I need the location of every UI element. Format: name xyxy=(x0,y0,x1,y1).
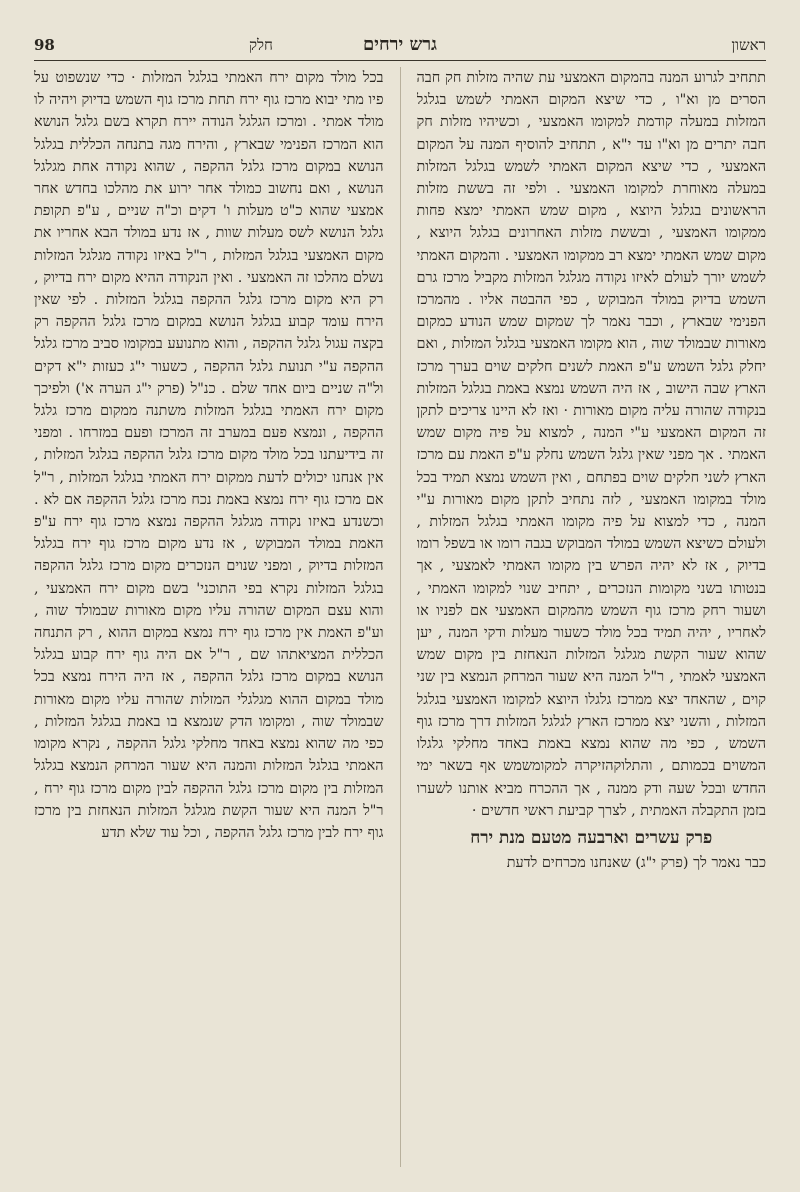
running-header xyxy=(34,34,766,61)
header-part-label: חלק xyxy=(249,36,273,54)
right-column xyxy=(417,67,767,1167)
header-book-title: גרש ירחים xyxy=(363,34,437,55)
page-number: 98 xyxy=(34,36,55,54)
chapter-title: פרק עשרים וארבעה מטעם מנת ירח xyxy=(470,827,713,848)
left-column-paragraph: בכל מולד מקום ירח האמתי בגלגל המזלות · כדי שנשפוט על פיו מתי יבוא מרכז גוף ירח תחת מרכז גוף השמש בדיוק ויהיה לו מולד אמתי . ומרכז הגלגל הנודה יירח תקרא בשם גלגל הנושא הוא המרכז הפנימי שבארץ , והירח מגה בתנחה הכללית בגלגל הנושא במקום מרכז גלגל ההקפה , שהוא נקודה אחת מגלגל הנושא , ואם נחשוב כמולד אחר ירוע את מהלכו בחדש אחר אמצעי שהוא כ"ט מעלות ו' דקים וכ"ה שניים , ע"פ תקופת גלגל הנושא לשס מעלות שוות , אז נדע במולד הבא אחריו את מקום האמצעי בגלגל המזלות , ר"ל באיזו נקודה מגלגל המזלות נשלם מהלכו זה האמצעי . ואין הנקודה ההיא מקום ירח בדיוק , רק היא מקום מרכז גלגל ההקפה בגלגל המזלות . לפי שאין הירח עומד קבוע בגלגל הנושא במקום מרכז גלגל ההקפה רק בקצה עגול גלגל ההקפה , והוא מתנועע במקומו סביב מרכז גלגל ההקפה ע"י תנועת גלגל ההקפה , כשעור י"ג כעזות י"א דקים ול"ה שניים ביום אחד שלם . כנ"ל (פרק י"ג הערה א') ולפיכך מקום ירח האמתי בגלגל המזלות משתנה ממקום מרכז גלגל ההקפה , ונמצא פעם במערב זה המרכז ופעם במזרחו . ומפני זה בידיעתנו בכל מולד מקום מרכז גלגל ההקפה בגלגל המזלות , אין אנחנו יכולים לדעת ממקום ירח האמתי בגלגל המזלות , ר"ל אם מרכז גוף ירח נמצא באמת נכח מרכז גלגל ההקפה אם לא . וכשנדע באיזו נקודה מגלגל ההקפה נמצא מרכז גוף ירח ע"פ האמת במולד המבוקש , אז נדע מקום מרכז גוף ירח בגלגל המזלות בדיוק , ומפני שנוים הנזכרים מקום מרכז גלגל ההקפה בגלגל המזלות נקרא בפי התוכני' בשם מקום ירח האמצעי , והוא עצם המקום שהורה עליו מקום מאורות שבמולד שוה , וע"פ האמת אין מרכז גוף ירח נמצא במקום ההוא , רק התנחה הכללית המציאתהו שם , ר"ל אם היה גוף ירח קבוע בגלגל הנושא במקום מרכז גלגל ההקפה , אז היה הירח נמצא בכל מולד במקום ההוא מגלגלי המזלות שהורה עליו מקום מאורות שבמולד שוה , ומקומו הדק שנמצא בו באמת בגלגל המזלות , כפי מה שהוא נמצא באחד מחלקי גלגל ההקפה , נקרא מקומו האמתי בגלגל המזלות והמנה היא שעור המרחק הנמצא בגלגל המזלות בין מקום מרכז גלגל ההקפה לבין מקום מרכז גוף ירח , ר"ל המנה היא שעור הקשת מגלגל המזלות הנאחזת בין מרכז גוף ירח לבין מרכז גלגל ההקפה , וכל עוד שלא תדע xyxy=(34,70,384,841)
right-column-closing-line: כבר נאמר לך (פרק י"ג) שאנחנו מכרחים לדעת xyxy=(506,854,766,871)
header-section-label: ראשון xyxy=(731,36,766,54)
text-columns xyxy=(34,67,766,1167)
left-column xyxy=(34,67,384,1167)
right-column-paragraph: תתחיב לגרוע המנה בהמקום האמצעי עת שהיה מזלות חק חבה הסרים מן וא"ו , כדי שיצא המקום האמתי לשמש בגלגל המזלות במעלה קודמת למקומו האמצעי , וכשיהיו מזלות חק חבה יתרים מן וא"ו עד י"א , תתחיב להוסיף המנה על המקום האמצעי , כדי שיצא המקום האמתי לשמש בגלגל המזלות במעלה מאוחרת למקומו האמצעי . ולפי זה בששת מזלות הראשונים בגלגל היוצא , מקום שמש האמתי ימצא פחות ממקומו האמצעי , ובששת מזלות האחרונים בגלגל היוצא , מקום שמש האמתי ימצא רב ממקומו האמצעי . והמקום האמתי לשמש יורך לעולם לאיזו נקודה מגלגל המזלות מקביל מרכז גרם השמש בדיוק במולד המבוקש , כפי ההבטה אליו . מהמרכז הפנימי שבארץ , וכבר נאמר לך שמקום שמש הנודע כמקום מאורות שבמולד שוה , הוא מקומו האמצעי בגלגל המזלות , ואם יחלק גלגל השמש ע"פ האמת לשנים חלקים שוים בערך מרכז הארץ שבה הישוב , אז היה השמש נמצא באמת בגלגל המזלות בנקודה שהורה עליה מקום מאורות · ואז לא היינו צריכים לתקן זה המקום האמצעי ע"י המנה , למצוא על פיה מקום שמש האמתי . אך מפני שאין גלגל השמש נחלק ע"פ האמת עם מרכז הארץ לשני חלקים שוים בפתחם , ואין השמש נמצא תמיד בכל מולד במקומו האמצעי , לזה נתחיב לתקן מקום מאורות ע"י המנה , כדי למצוא על פיה מקומו האמתי בגלגל המזלות , ולעולם כשיצא השמש במולד המבוקש בגבה רומו או בשפל רומו בדיוק , אז לא יהיה הפרש בין מקומו האמתי לאמצעי , אך בנטותו בשני מקומות הנזכרים , יתחיב שנוי למקומו האמתי , ושעור רחק מרכז גוף השמש מהמקום האמצעי אם לפניו או לאחריו , יהיה תמיד בכל מולד כשעור מעלות ודקי המנה , יען שהוא שעור הקשת מגלגל המזלות הנאחזת בין מקום שמש האמצעי לאמתי , ר"ל המנה היא שעור המרחק הנמצא בין שני קוים , שהאחד יצא ממרכז גלגלו היוצא למקומו האמצעי בגלגל המזלות , והשני יצא ממרכז הארץ לגלגל המזלות דרך מרכז גוף השמש , כפי מה שהוא נמצא באמת באחד מחלקי גלגלו המשוים בכמותם , והתלוקהזיקרה למקומשמש אף בשאר ימי החדש ובכל שעה ודק ממנה , אך ההכרח מביא אותנו לשערו בזמן התקבלה האמתית , לצרך קביעת ראשי חדשים · xyxy=(416,70,766,819)
column-divider xyxy=(400,67,401,1167)
